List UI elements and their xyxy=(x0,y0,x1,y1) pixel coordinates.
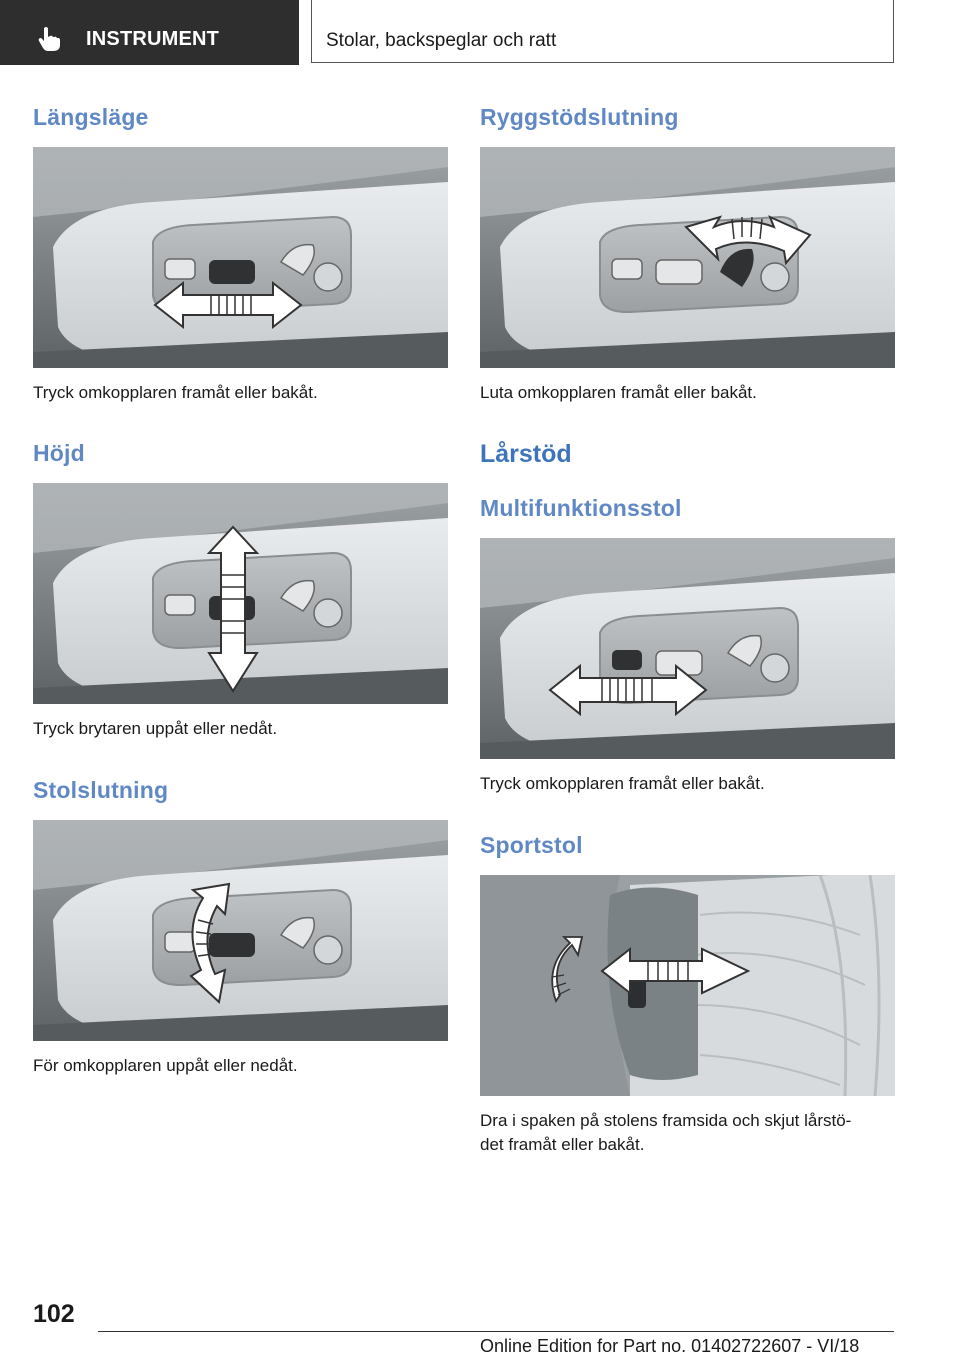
text-stolslutning: För omkopplaren uppåt eller nedåt. xyxy=(33,1056,298,1075)
heading-hojd: Höjd xyxy=(33,440,85,466)
figure-stolslutning xyxy=(33,820,448,1041)
text-langslage: Tryck omkopplaren framåt eller bakåt. xyxy=(33,383,318,402)
figure-hojd xyxy=(33,483,448,704)
figure-langslage xyxy=(33,147,448,368)
section-label: Stolar, backspeglar och ratt xyxy=(326,30,557,51)
heading-stolslutning: Stolslutning xyxy=(33,777,169,803)
chapter-label: INSTRUMENT xyxy=(86,28,220,50)
figure-sportstol xyxy=(480,875,895,1096)
heading-langslage: Längsläge xyxy=(33,104,149,130)
text-sportstol-line1: Dra i spaken på stolens framsida och skjut lårstö- xyxy=(480,1111,852,1130)
text-ryggstodslutning: Luta omkopplaren framåt eller bakåt. xyxy=(480,383,757,402)
footer-rule xyxy=(98,1331,894,1332)
figure-ryggstodslutning xyxy=(480,147,895,368)
text-sportstol-line2: det framåt eller bakåt. xyxy=(480,1135,645,1154)
heading-ryggstodslutning: Ryggstödslutning xyxy=(480,104,679,130)
text-sportstol xyxy=(480,1109,851,1157)
page-number: 102 xyxy=(33,1300,75,1328)
heading-multifunktionsstol: Multifunktionsstol xyxy=(480,495,682,521)
section-header xyxy=(311,0,894,63)
figure-multifunktionsstol xyxy=(480,538,895,759)
footer-edition: Online Edition for Part no. 01402722607 - VI/18 xyxy=(480,1336,860,1356)
hand-pointer-icon xyxy=(36,26,62,52)
text-hojd: Tryck brytaren uppåt eller nedåt. xyxy=(33,719,278,738)
chapter-tab xyxy=(0,0,299,65)
heading-sportstol: Sportstol xyxy=(480,832,583,858)
heading-larstod: Lårstöd xyxy=(480,440,572,468)
text-multifunktionsstol: Tryck omkopplaren framåt eller bakåt. xyxy=(480,774,765,793)
